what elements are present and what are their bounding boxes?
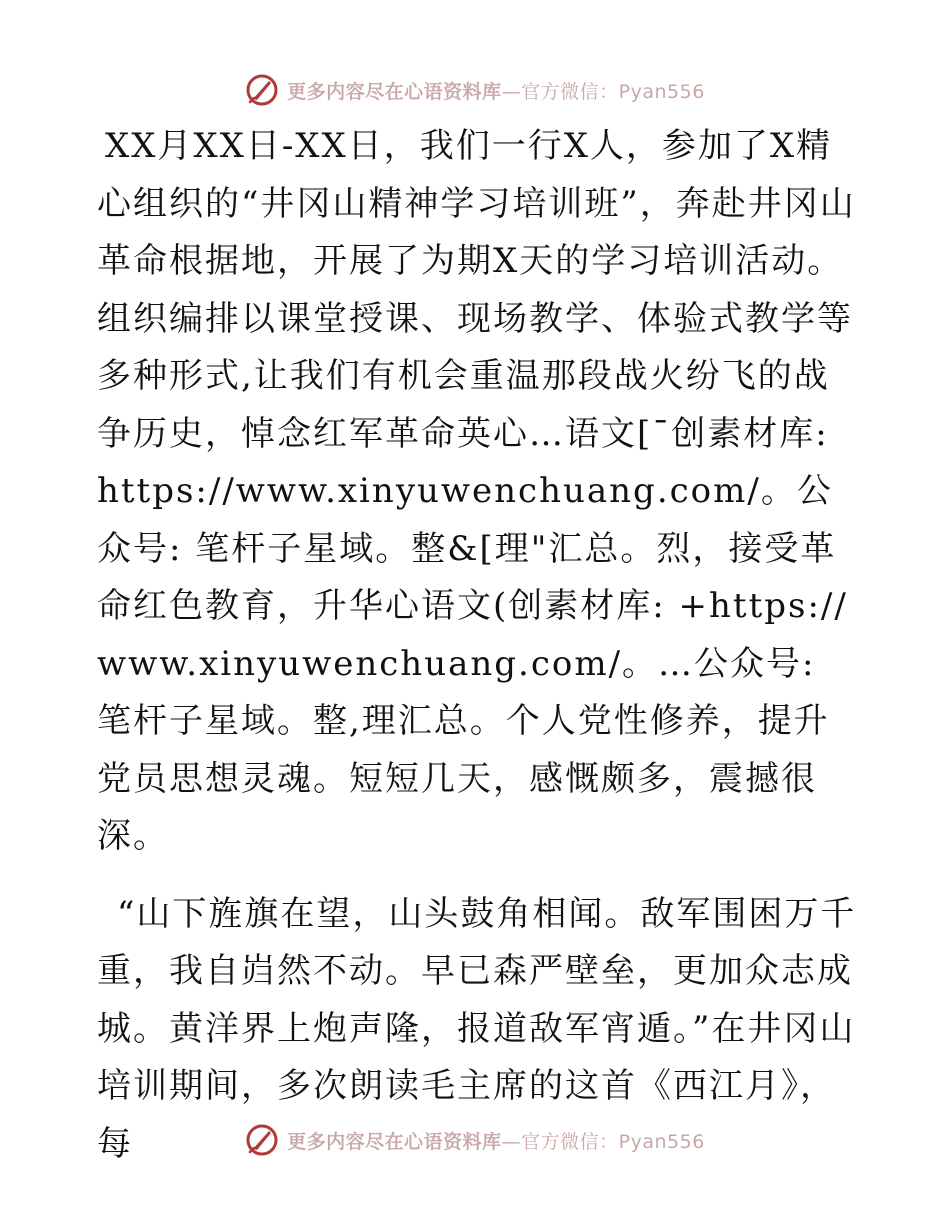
- document-body: [97, 118, 857, 1173]
- footer-banner: [0, 1118, 950, 1162]
- quill-pen-circle-icon: [245, 1123, 279, 1157]
- footer-banner-text: [287, 1127, 705, 1154]
- header-banner: [0, 68, 950, 112]
- footer-brand: 更多内容尽在心语资料库: [287, 1130, 502, 1153]
- footer-separator: —: [501, 1130, 522, 1153]
- footer-contact: 官方微信：Pyan556: [521, 1130, 705, 1153]
- header-separator: —: [501, 80, 522, 103]
- paragraph-1: XX月XX日-XX日，我们一行X人，参加了X精心组织的“井冈山精神学习培训班”，奔赴井冈山革命根据地，开展了为期X天的学习培训活动。组织编排以课堂授课、现场教学、体验式教学等多种形式,让我们有机会重温那段战火纷飞的战争历史，悼念红军革命英心…语文[¯创素材库: https://www.xinyuwenchuang.com/。公众号: 笔杆子星域。整&[理"汇总。烈，接受革命红色教育，升华心语文(创素材库: +https://www.xinyuwenchuang.com/。…公众号: 笔杆子星域。整,理汇总。个人党性修养，提升党员思想灵魂。短短几天，感慨颇多，震撼很深。: [97, 126, 856, 856]
- quill-pen-circle-icon: [245, 73, 279, 107]
- header-brand: 更多内容尽在心语资料库: [287, 80, 502, 103]
- header-banner-text: [287, 77, 705, 104]
- header-contact: 官方微信：Pyan556: [521, 80, 705, 103]
- paragraph-2: “山下旌旗在望，山头鼓角相闻。敌军围困万千重，我自岿然不动。早已森严壁垒，更加众志成城。黄洋界上炮声隆，报道敌军宵遁。”在井冈山培训期间，多次朗读毛主席的这首《西江月》，每: [97, 893, 857, 1164]
